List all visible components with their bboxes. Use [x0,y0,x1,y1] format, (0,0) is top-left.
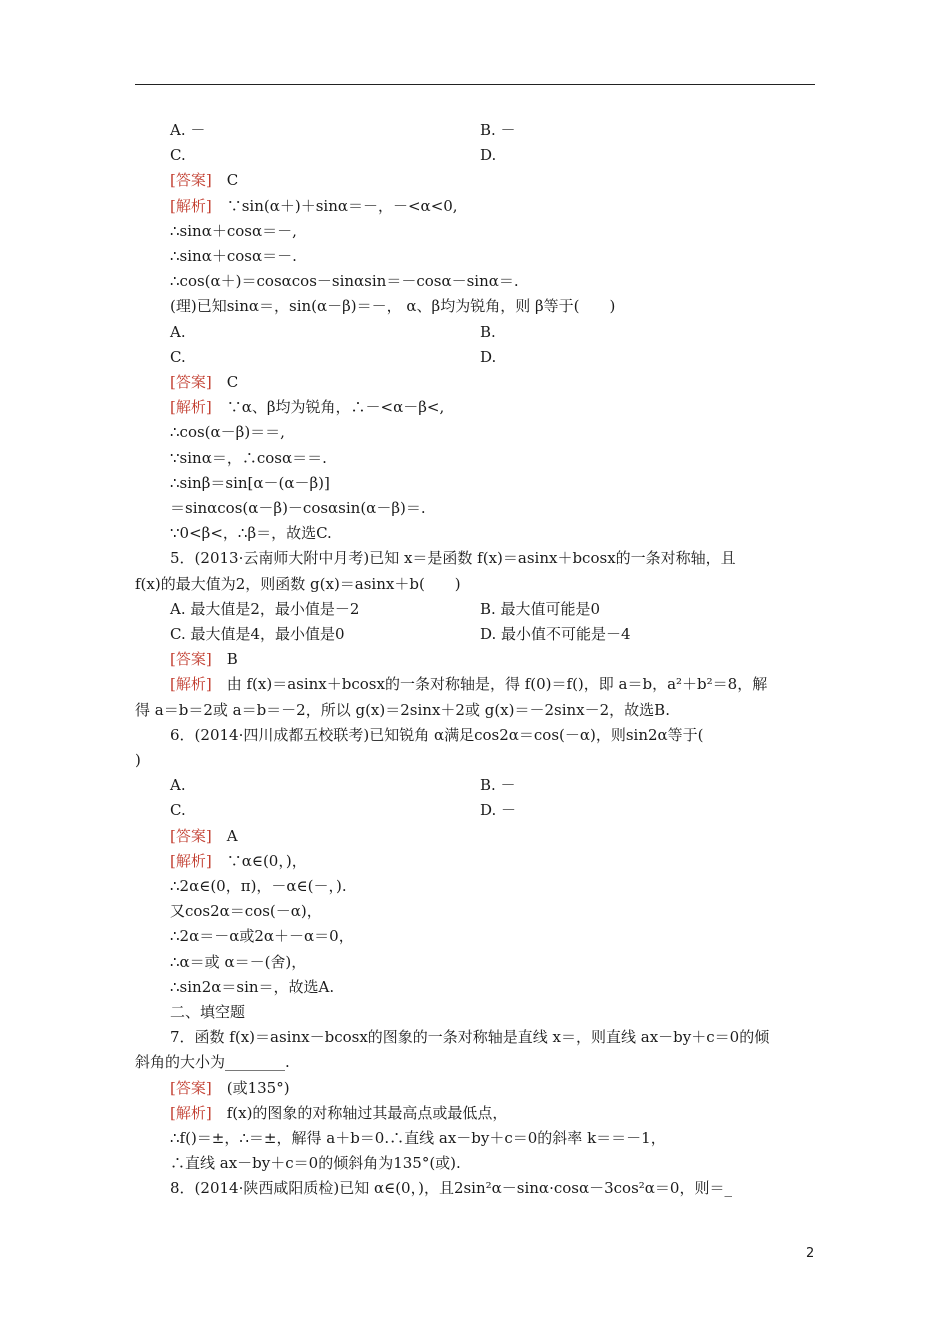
text-line [170,672,767,697]
option-right: D. [480,348,497,366]
option-right: B. 最大值可能是0 [480,600,601,618]
line-text: C [211,373,239,391]
text-line [170,924,354,949]
text-line [170,471,330,496]
line-text: ∴sinβ＝sin[α－(α－β)] [170,474,330,492]
line-text: ∴直线 ax－by＋c＝0的倾斜角为135°(或). [170,1154,461,1172]
section-tag: [答案] [170,827,212,845]
option-left: A. － [170,121,206,139]
line-text: C [211,171,239,189]
line-text: ∴sinα＋cosα＝－, [170,222,297,240]
line-text: 又cos2α＝cos(－α)， [170,902,322,920]
text-line [170,1176,732,1201]
header-rule [135,84,815,85]
line-text: ∵α∈(0，)， [211,852,307,870]
text-line [170,1151,461,1176]
text-line [170,168,238,193]
section-tag: [答案] [170,373,212,391]
text-line [170,899,322,924]
line-text: (或135°) [211,1079,290,1097]
text-line [170,874,347,899]
text-line [170,219,297,244]
line-text: 斜角的大小为________. [135,1053,290,1071]
line-text: A [211,827,238,845]
line-text: ∴2α＝－α或2α＋－α＝0， [170,927,354,945]
text-line [170,1076,290,1101]
line-text: ∵0<β<，∴β＝，故选C. [170,524,332,542]
section-tag: [解析] [170,197,212,215]
text-line [170,1126,666,1151]
text-line [170,975,334,1000]
section-tag: [解析] [170,852,212,870]
text-line [170,244,297,269]
section-tag: [答案] [170,171,212,189]
option-right: D. － [480,801,517,819]
section-tag: [解析] [170,1104,212,1122]
text-line [170,420,285,445]
text-line [135,1050,290,1075]
section-tag: [解析] [170,398,212,416]
line-text: ∴cos(α＋)＝cosαcos－sinαsin＝－cosα－sinα＝. [170,272,519,290]
line-text: f(x)的图象的对称轴过其最高点或最低点， [211,1104,508,1122]
line-text: ∴cos(α－β)＝＝, [170,423,285,441]
line-text: ∵α、β均为锐角，∴－<α－β<, [211,398,445,416]
text-line [170,1000,245,1025]
option-left: C. 最大值是4，最小值是0 [170,625,345,643]
option-left: C. [170,801,186,819]
text-line [135,698,670,723]
text-line [170,370,238,395]
text-line [170,1025,769,1050]
text-line [170,496,426,521]
option-left: C. [170,348,186,366]
line-text: ∵sinα＝，∴cosα＝＝. [170,449,327,467]
line-text: ∵sin(α＋)＋sinα＝－，－<α<0, [211,197,458,215]
line-text: 6．(2014·四川成都五校联考)已知锐角 α满足cos2α＝cos(－α)，则sin2α等于( [170,726,704,744]
line-text: ∴2α∈(0，π)，－α∈(－，). [170,877,347,895]
option-right: B. [480,323,496,341]
section-tag: [答案] [170,1079,212,1097]
line-text: ∴α＝或 α＝－(舍)， [170,953,307,971]
text-line [135,572,461,597]
line-text: 7．函数 f(x)＝asinx－bcosx的图象的一条对称轴是直线 x＝，则直线 ax－by＋c＝0的倾 [170,1028,770,1046]
option-right: D. [480,146,497,164]
option-left: A. 最大值是2，最小值是－2 [170,600,360,618]
line-text: 二、填空题 [170,1003,246,1021]
text-line [170,824,238,849]
text-line [170,395,444,420]
section-tag: [解析] [170,675,212,693]
line-text: B [211,650,238,668]
line-text: ＝sinαcos(α－β)－cosαsin(α－β)＝. [170,499,426,517]
option-right: B. － [480,776,516,794]
option-left: C. [170,146,186,164]
line-text: 5．(2013·云南师大附中月考)已知 x＝是函数 f(x)＝asinx＋bcosx的一条对称轴，且 [170,549,736,567]
line-text: (理)已知sinα＝，sin(α－β)＝－， α、β均为锐角，则 β等于( ) [170,297,616,315]
line-text: ∴sin2α＝sin＝，故选A. [170,978,335,996]
text-line [170,849,307,874]
line-text: 由 f(x)＝asinx＋bcosx的一条对称轴是，得 f(0)＝f()，即 a＝b，a²＋b²＝8，解 [211,675,768,693]
text-line [170,950,306,975]
line-text: 得 a＝b＝2或 a＝b＝－2，所以 g(x)＝2sinx＋2或 g(x)＝－2sinx－2，故选B. [135,701,670,719]
line-text: ∴sinα＋cosα＝－. [170,247,297,265]
text-line [170,521,332,546]
text-line [170,647,238,672]
line-text: 8．(2014·陕西咸阳质检)已知 α∈(0，)，且2sin²α－sinα·cosα－3cos²α＝0，则＝_ [170,1179,732,1197]
text-line [170,269,519,294]
text-line [170,446,327,471]
line-text: ) [135,751,141,769]
option-left: A. [170,323,186,341]
text-line [170,546,736,571]
text-line [135,748,141,773]
option-right: B. － [480,121,516,139]
option-left: A. [170,776,186,794]
page-number: 2 [806,1246,815,1261]
line-text: f(x)的最大值为2，则函数 g(x)＝asinx＋b( ) [135,575,461,593]
text-line [170,1101,507,1126]
text-line [170,194,458,219]
option-right: D. 最小值不可能是－4 [480,625,631,643]
section-tag: [答案] [170,650,212,668]
text-line [170,294,615,319]
text-line [170,723,704,748]
line-text: ∴f()＝±，∴＝±，解得 a＋b＝0.∴直线 ax－by＋c＝0的斜率 k＝＝－1， [170,1129,666,1147]
